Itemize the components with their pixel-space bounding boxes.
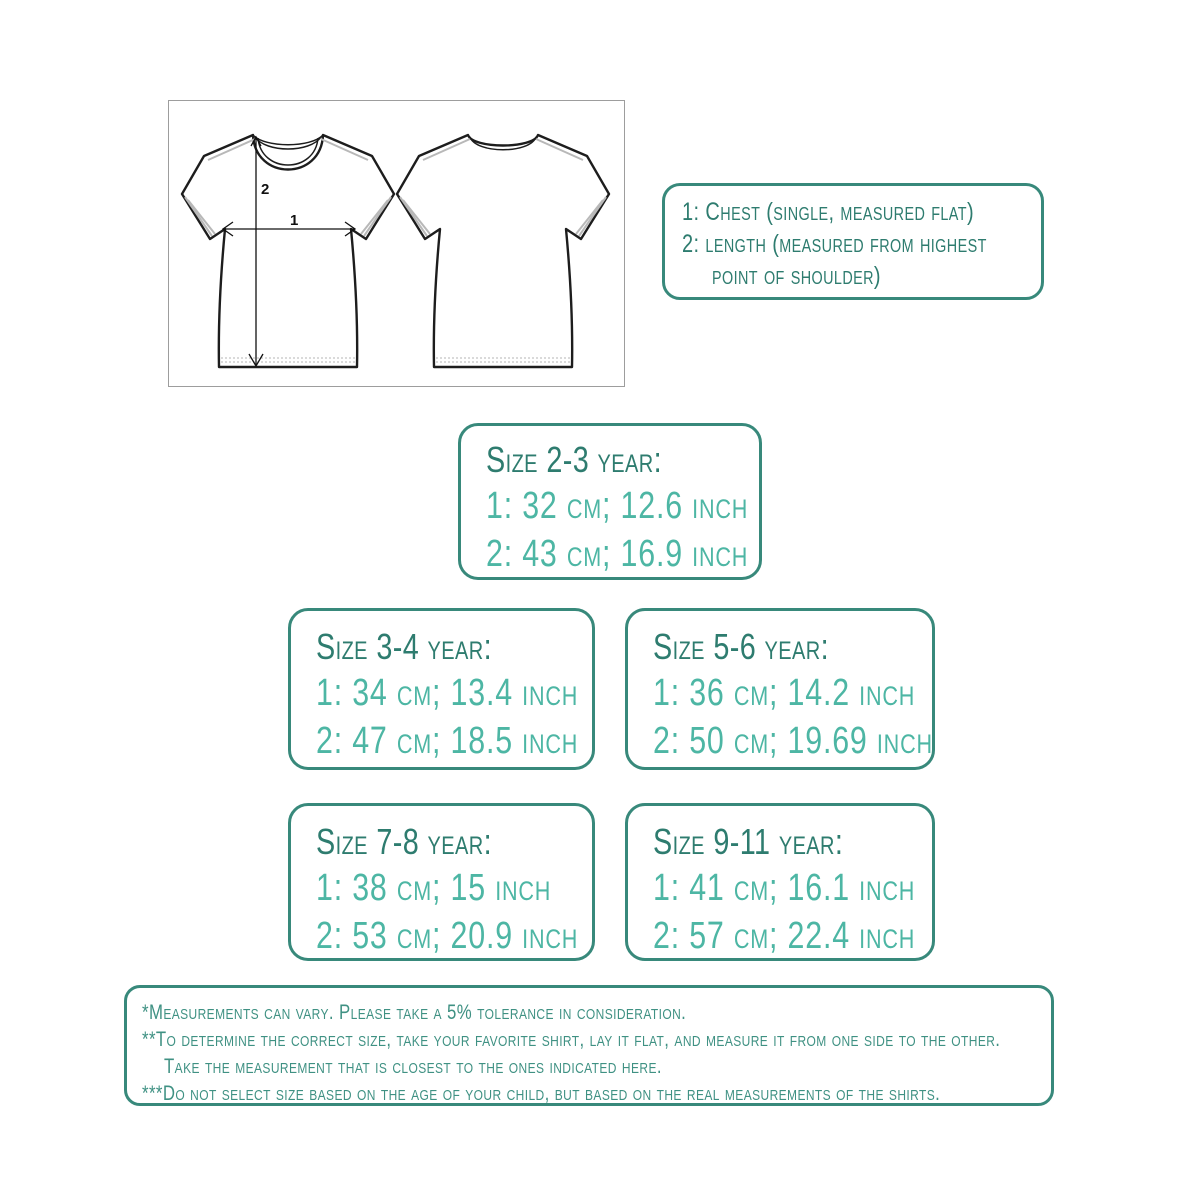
size-box-5-6-year	[625, 608, 935, 770]
note-how-to-measure-cont: Take the measurement that is closest to the ones indicated here.	[164, 1055, 662, 1078]
note-age-warning: ***Do not select size based on the age of your child, but based on the real measurements of the shirts.	[142, 1082, 941, 1105]
tshirt-back-view	[397, 135, 609, 367]
length-measurement: 2: 43 cm; 16.9 inch	[486, 533, 749, 575]
chest-measurement: 1: 41 cm; 16.1 inch	[653, 867, 916, 909]
size-box-2-3-year	[458, 423, 762, 580]
legend-length-line: 2: length (measured from highest	[682, 230, 987, 258]
notes-box	[124, 985, 1054, 1106]
tshirt-diagram	[169, 101, 624, 386]
length-measurement: 2: 47 cm; 18.5 inch	[316, 720, 579, 762]
legend-chest-line: 1: Chest (single, measured flat)	[682, 198, 974, 226]
chest-measurement: 1: 32 cm; 12.6 inch	[486, 485, 749, 527]
chest-measurement: 1: 34 cm; 13.4 inch	[316, 672, 579, 714]
length-measurement: 2: 50 cm; 19.69 inch	[653, 720, 933, 762]
tshirt-front-view	[182, 135, 394, 367]
size-box-7-8-year	[288, 803, 595, 961]
back-body-outline	[397, 135, 609, 367]
size-title: Size 3-4 year:	[316, 626, 493, 667]
length-measurement: 2: 57 cm; 22.4 inch	[653, 915, 916, 957]
size-title: Size 9-11 year:	[653, 821, 844, 862]
front-body-outline	[182, 135, 394, 367]
size-title: Size 7-8 year:	[316, 821, 493, 862]
size-title: Size 5-6 year:	[653, 626, 830, 667]
chest-label: 1	[290, 212, 299, 229]
size-box-9-11-year	[625, 803, 935, 961]
chest-measurement: 1: 38 cm; 15 inch	[316, 867, 552, 909]
note-tolerance: *Measurements can vary. Please take a 5% tolerance in consideration.	[142, 1001, 687, 1024]
size-box-3-4-year	[288, 608, 595, 770]
legend-length-line-cont: point of shoulder)	[712, 262, 881, 290]
length-label: 2	[261, 181, 270, 198]
tshirt-diagram-panel	[168, 100, 625, 387]
length-measurement: 2: 53 cm; 20.9 inch	[316, 915, 579, 957]
measurement-legend	[662, 183, 1044, 300]
note-how-to-measure: **To determine the correct size, take your favorite shirt, lay it flat, and measure it from one side to the other.	[142, 1028, 1001, 1051]
size-title: Size 2-3 year:	[486, 439, 663, 480]
chest-measurement: 1: 36 cm; 14.2 inch	[653, 672, 916, 714]
